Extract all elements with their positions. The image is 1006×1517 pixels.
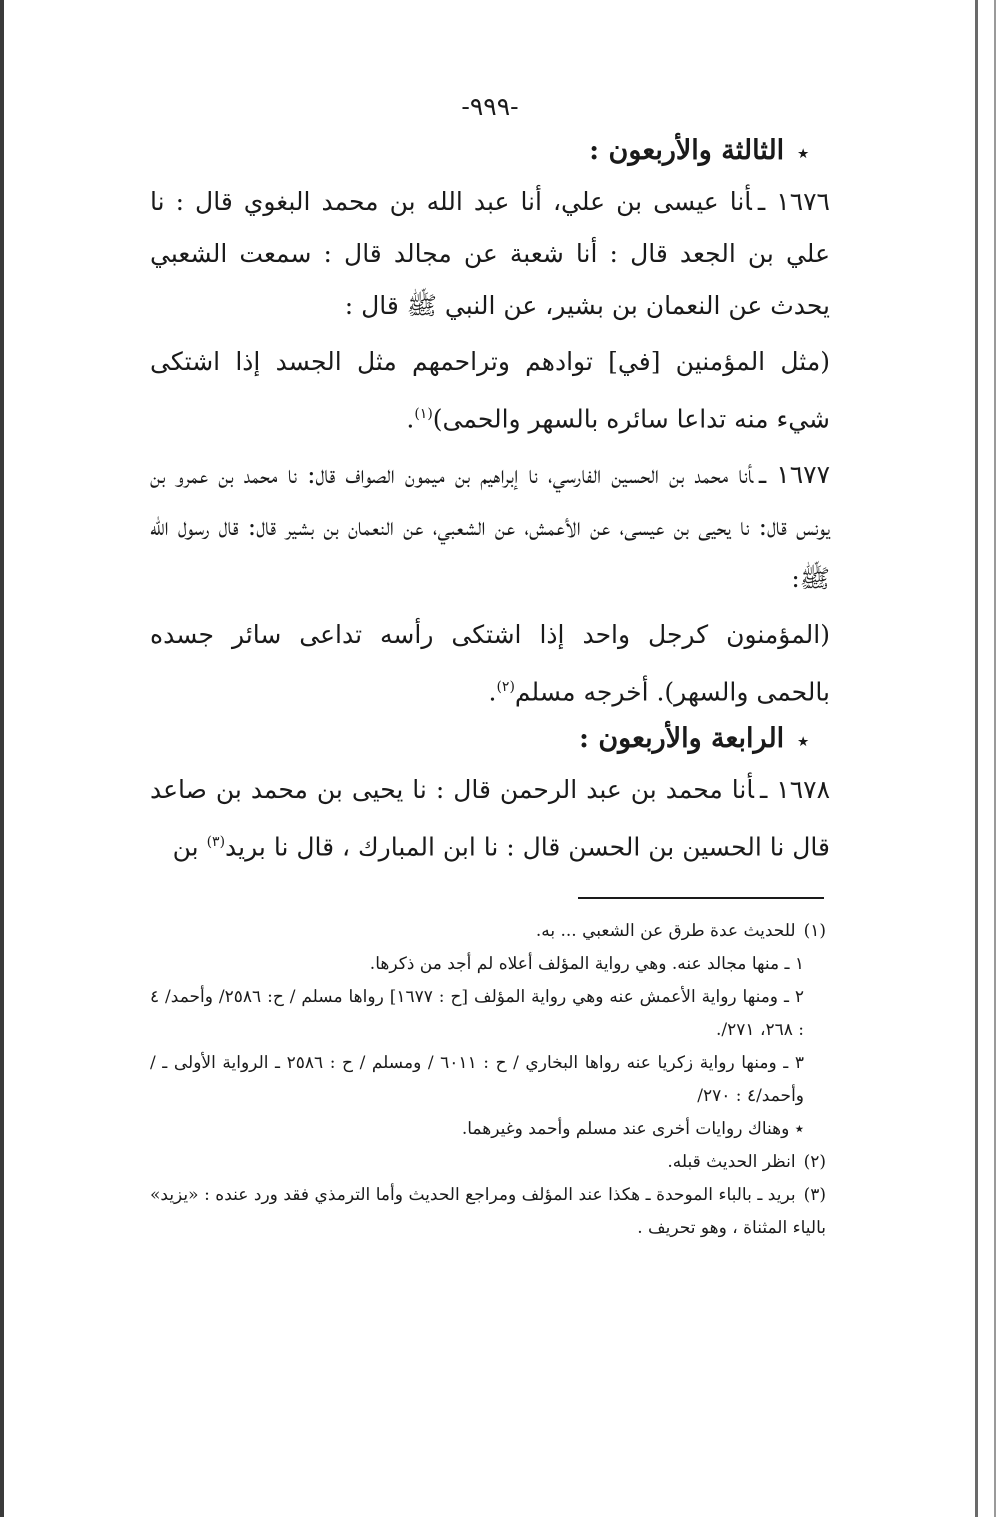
paragraph-tail: بن: [172, 831, 207, 861]
hadith-number: ١٦٧٨ ـ: [759, 774, 830, 804]
footnote-subitem: [150, 981, 826, 1047]
footnote-ref[interactable]: (٢): [496, 679, 515, 696]
footnote-text: ١ ـ منها مجالد عنه. وهي رواية المؤلف أعلاه لم أجد من ذكرها.: [369, 954, 804, 974]
footnote: [150, 1146, 826, 1179]
hadith-matn: [150, 609, 830, 718]
scan-left-edge: [0, 0, 4, 1517]
section-heading: [150, 135, 830, 166]
footnote-ref[interactable]: (٣): [206, 833, 226, 850]
footnote-text: للحديث عدة طرق عن الشعبي ... به.: [535, 921, 796, 941]
paragraph-text: (المؤمنون كرجل واحد إذا اشتكى رأسه تداعى سائر جسده بالحمى والسهر). أخرجه مسلم: [150, 620, 830, 707]
footnote-subitem: [150, 1113, 826, 1146]
page-body: [150, 92, 830, 877]
footnotes: [150, 915, 826, 1245]
heading-text: الثالثة والأربعون :: [589, 135, 785, 166]
footnote-text: ٢ ـ ومنها رواية الأعمش عنه وهي رواية المؤلف [ح : ١٦٧٧] رواها مسلم / ح: ٢٥٨٦/ وأحمد/ ٤ : ٢٦٨، ٢٧١/.: [150, 987, 804, 1040]
footnote-text: انظر الحديث قبله.: [667, 1152, 796, 1172]
heading-marker: ٭: [798, 143, 808, 164]
paragraph-text: (مثل المؤمنين [في] توادهم وتراحمهم مثل الجسد إذا اشتكى شيء منه تداعا سائره بالسهر والحمى): [150, 347, 830, 434]
heading-marker: ٭: [798, 730, 808, 752]
footnote-text: بريد ـ بالباء الموحدة ـ هكذا عند المؤلف ومراجع الحديث وأما الترمذي فقد ورد عنده : «يزيد» بالياء المثناة ، وهو تحريف .: [150, 1185, 826, 1238]
paragraph-text: أنا محمد بن عبد الرحمن قال : نا يحيى بن محمد بن صاعد قال نا الحسين بن الحسن قال : نا ابن المبارك ، قال نا بريد: [150, 774, 830, 861]
footnote-mark: (٢): [803, 1152, 826, 1172]
footnote-separator: [578, 897, 824, 899]
footnote-subitem: [150, 1047, 826, 1113]
footnote: [150, 1179, 826, 1245]
hadith-number: ١٦٧٦ ـ: [757, 187, 830, 216]
footnote-text: ٭ وهناك روايات أخرى عند مسلم وأحمد وغيرهما.: [461, 1119, 804, 1139]
paragraph-text: أنا عيسى بن علي، أنا عبد الله بن محمد البغوي قال : نا علي بن الجعد قال : أنا شعبة عن مجالد قال : سمعت الشعبي يحدث عن النعمان بن بشير، عن النبي ﷺ قال :: [150, 187, 830, 320]
heading-text: الرابعة والأربعون :: [578, 722, 785, 754]
page-number: -٩٩٩-: [461, 92, 519, 121]
paragraph-tail: .: [406, 404, 415, 434]
hadith-matn: [150, 336, 830, 445]
footnote-text: ٣ ـ ومنها رواية زكريا عنه رواها البخاري / ح : ٦٠١١ / ومسلم / ح : ٢٥٨٦ ـ الرواية الأولى ـ /وأحمد/٤ : ٢٧٠/: [150, 1053, 804, 1106]
hadith-paragraph: [150, 176, 830, 332]
paragraph-text: أنا محمد بن الحسين الفارسي، نا إبراهيم بن ميمون الصواف قال: نا محمد بن عمرو بن يونس قال: نا يحيى بن عيسى، عن الأعمش، عن الشعبي، عن النعمان بن بشير قال: قال رسول الله ﷺ:: [150, 460, 830, 594]
footnote-mark: (١): [803, 921, 826, 941]
paragraph-tail: .: [488, 677, 497, 707]
footnote-subitem: [150, 948, 826, 981]
scan-right-edge-outer: [994, 0, 996, 1517]
footnote-mark: (٣): [803, 1185, 826, 1205]
hadith-paragraph: [150, 764, 830, 873]
hadith-number: ١٦٧٧ ـ: [758, 460, 830, 490]
scan-right-edge: [975, 0, 978, 1517]
footnote: [150, 915, 826, 948]
hadith-paragraph: [150, 449, 830, 605]
footnote-ref[interactable]: (١): [414, 406, 433, 422]
section-heading: [150, 723, 830, 754]
